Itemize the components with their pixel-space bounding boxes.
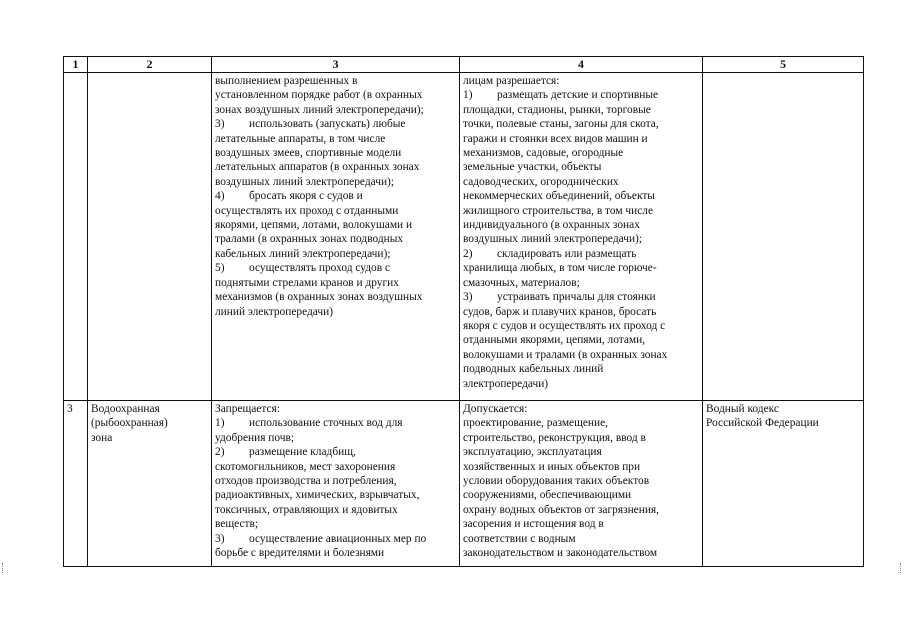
scan-edge-mark bbox=[2, 563, 6, 573]
text-line: законодательством и законодательством bbox=[463, 547, 658, 560]
text-line bbox=[215, 261, 456, 275]
text-line: подводных кабельных линий bbox=[463, 363, 604, 376]
list-item-text: осуществление авиационных мер по bbox=[249, 532, 427, 545]
text-line: кабельных линий электропередачи); bbox=[215, 247, 391, 260]
allowed-lines bbox=[463, 402, 699, 560]
list-item-number: 2) bbox=[463, 247, 473, 260]
text-line: проектирование, размещение, bbox=[463, 417, 609, 430]
list-item-number: 5) bbox=[215, 262, 225, 275]
list-item-number: 1) bbox=[463, 89, 473, 102]
list-item-number: 3) bbox=[463, 291, 473, 304]
text-line: линий электропередачи) bbox=[215, 305, 333, 318]
text-line: осуществлять их проход с отданными bbox=[215, 204, 399, 217]
text-line: отходов производства и потребления, bbox=[215, 475, 397, 488]
text-line: установленном порядке работ (в охранных bbox=[215, 89, 423, 102]
text-line: земельные участки, объекты bbox=[463, 161, 602, 174]
text-line: некоммерческих объединений, объекты bbox=[463, 190, 655, 203]
text-line bbox=[463, 247, 699, 261]
text-line: зонах воздушных линий электропередачи); bbox=[215, 103, 424, 116]
text-line: хранилища любых, в том числе горюче- bbox=[463, 262, 657, 275]
zone-name bbox=[88, 73, 212, 401]
text-line: индивидуального (в охранных зонах bbox=[463, 219, 640, 232]
list-item-number: 2) bbox=[215, 446, 225, 459]
text-line: судов, барж и плавучих кранов, бросать bbox=[463, 305, 657, 318]
text-line: соответствии с водным bbox=[463, 532, 576, 545]
text-line: площадки, стадионы, рынки, торговые bbox=[463, 103, 651, 116]
text-line: Российской Федерации bbox=[706, 417, 819, 430]
text-line: отданными якорями, цепями, лотами, bbox=[463, 334, 646, 347]
allowed-lines bbox=[463, 74, 699, 391]
text-line: радиоактивных, химических, взрывчатых, bbox=[215, 489, 420, 502]
table-header-row bbox=[64, 57, 864, 73]
text-line: строительство, реконструкция, ввод в bbox=[463, 431, 646, 444]
text-line: электропередачи) bbox=[463, 377, 549, 390]
text-line: Запрещается: bbox=[215, 403, 280, 415]
table-row bbox=[64, 73, 864, 401]
list-item-text: размещать детские и спортивные bbox=[497, 89, 659, 102]
text-line: механизмов, садовые, огородные bbox=[463, 147, 624, 160]
legal-basis bbox=[703, 73, 864, 401]
text-line: смазочных, материалов; bbox=[463, 276, 580, 289]
text-line bbox=[463, 290, 699, 304]
list-item-number: 3) bbox=[215, 118, 225, 131]
list-item-text: бросать якоря с судов и bbox=[249, 190, 363, 203]
list-item-number: 4) bbox=[215, 190, 225, 203]
text-line: якоря с судов и осуществлять их проход с bbox=[463, 319, 666, 332]
text-line: воздушных линий электропередачи); bbox=[463, 233, 643, 246]
text-line bbox=[215, 416, 456, 430]
header-col-5: 5 bbox=[703, 57, 864, 73]
header-col-3: 3 bbox=[212, 57, 460, 73]
list-item-number: 3) bbox=[215, 532, 225, 545]
text-line: механизмов (в охранных зонах воздушных bbox=[215, 291, 423, 304]
prohibited-lines bbox=[215, 74, 456, 319]
header-col-1: 1 bbox=[64, 57, 88, 73]
list-item-text: использование сточных вод для bbox=[249, 417, 403, 430]
text-line: жилищного строительства, в том числе bbox=[463, 204, 654, 217]
text-line bbox=[215, 189, 456, 203]
text-line: воздушных линий электропередачи); bbox=[215, 175, 395, 188]
text-line: Водоохранная bbox=[91, 403, 160, 415]
text-line: сооружениями, обеспечивающими bbox=[463, 489, 632, 502]
legal-basis bbox=[703, 401, 864, 567]
zone-name-lines bbox=[91, 402, 208, 445]
text-line: садоводческих, огороднических bbox=[463, 175, 619, 188]
text-line: хозяйственных и иных объектов при bbox=[463, 460, 641, 473]
text-line: скотомогильников, мест захоронения bbox=[215, 460, 396, 473]
allowed-cell bbox=[460, 401, 703, 567]
text-line: тралами (в охранных зонах подводных bbox=[215, 233, 404, 246]
text-line: засорения и истощения вод в bbox=[463, 518, 604, 531]
text-line: борьбе с вредителями и болезнями bbox=[215, 547, 385, 560]
text-line: выполнением разрешенных в bbox=[215, 75, 358, 87]
header-col-2: 2 bbox=[88, 57, 212, 73]
text-line: условии оборудования таких объектов bbox=[463, 475, 650, 488]
text-line: воздушных змеев, спортивные модели bbox=[215, 147, 402, 160]
regulation-table bbox=[63, 56, 864, 567]
list-item-text: осуществлять проход судов с bbox=[249, 262, 391, 275]
list-item-text: складировать или размещать bbox=[497, 247, 637, 260]
header-col-4: 4 bbox=[460, 57, 703, 73]
row-number: 3 bbox=[64, 401, 88, 567]
text-line: удобрения почв; bbox=[215, 431, 295, 444]
text-line: Водный кодекс bbox=[706, 403, 779, 415]
list-item-text: размещение кладбищ, bbox=[249, 446, 356, 459]
text-line: точки, полевые станы, загоны для скота, bbox=[463, 118, 659, 131]
text-line: токсичных, отравляющих и ядовитых bbox=[215, 503, 398, 516]
list-item-text: использовать (запускать) любые bbox=[249, 118, 406, 131]
text-line: зона bbox=[91, 431, 113, 444]
text-line: эксплуатацию, эксплуатация bbox=[463, 446, 602, 459]
list-item-number: 1) bbox=[215, 417, 225, 430]
prohibited-lines bbox=[215, 402, 456, 560]
text-line: веществ; bbox=[215, 518, 259, 531]
text-line bbox=[215, 445, 456, 459]
text-line bbox=[215, 532, 456, 546]
text-line bbox=[463, 88, 699, 102]
text-line: летательных аппаратов (в охранных зонах bbox=[215, 161, 420, 174]
allowed-cell bbox=[460, 73, 703, 401]
prohibited-cell bbox=[212, 73, 460, 401]
row-number bbox=[64, 73, 88, 401]
text-line: волокушами и тралами (в охранных зонах bbox=[463, 348, 668, 361]
text-line bbox=[215, 117, 456, 131]
list-item-text: устраивать причалы для стоянки bbox=[497, 291, 656, 304]
prohibited-cell bbox=[212, 401, 460, 567]
text-line: якорями, цепями, лотами, волокушами и bbox=[215, 219, 413, 232]
text-line: гаражи и стоянки всех видов машин и bbox=[463, 132, 648, 145]
text-line: Допускается: bbox=[463, 403, 528, 415]
text-line: поднятыми стрелами кранов и других bbox=[215, 276, 399, 289]
scan-edge-mark bbox=[900, 563, 904, 573]
text-line: летательные аппараты, в том числе bbox=[215, 132, 386, 145]
table-row bbox=[64, 401, 864, 567]
text-line: (рыбоохранная) bbox=[91, 417, 168, 430]
text-line: охрану водных объектов от загрязнения, bbox=[463, 503, 659, 516]
zone-name bbox=[88, 401, 212, 567]
legal-basis-lines bbox=[706, 402, 860, 431]
text-line: лицам разрешается: bbox=[463, 75, 560, 87]
